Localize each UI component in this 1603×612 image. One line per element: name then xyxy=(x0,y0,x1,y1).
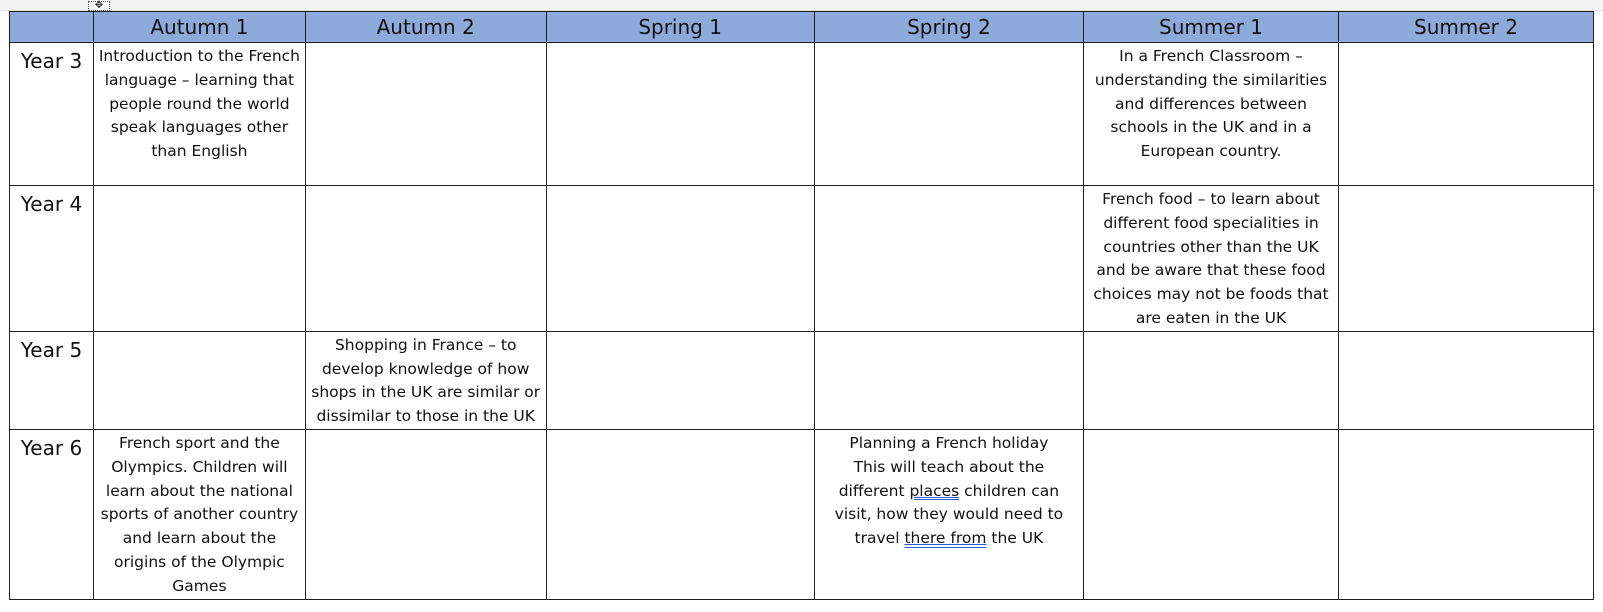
cell-y6-summer-1 xyxy=(1084,429,1339,599)
cell-y6-autumn-2 xyxy=(305,429,546,599)
header-autumn-1: Autumn 1 xyxy=(93,12,305,43)
cell-y3-summer-1: In a French Classroom – understanding the similarities and differences between schools in the UK and in a European country. xyxy=(1084,43,1339,186)
header-spring-2: Spring 2 xyxy=(814,12,1083,43)
header-row xyxy=(10,12,1594,43)
cell-y4-summer-2 xyxy=(1339,186,1594,332)
cell-y4-summer-1: French food – to learn about different food specialities in countries other than the UK and be aware that these food choices may not be foods that are eaten in the UK xyxy=(1084,186,1339,332)
cell-y6-autumn-1: French sport and the Olympics. Children will learn about the national sports of another country and learn about the origins of the Olympic Games xyxy=(93,429,305,599)
cell-y3-autumn-2 xyxy=(305,43,546,186)
year-label: Year 4 xyxy=(10,186,94,332)
holiday-heading: Planning a French holiday xyxy=(849,433,1049,452)
header-corner xyxy=(10,12,94,43)
spellcheck-word-places[interactable]: places xyxy=(909,481,960,500)
header-summer-1: Summer 1 xyxy=(1084,12,1339,43)
cell-y5-summer-2 xyxy=(1339,331,1594,429)
cell-y4-autumn-2 xyxy=(305,186,546,332)
header-autumn-2: Autumn 2 xyxy=(305,12,546,43)
header-summer-2: Summer 2 xyxy=(1339,12,1594,43)
holiday-text-c: children can visit, how they would need to travel xyxy=(834,481,1064,548)
holiday-text-a: This will teach about the different xyxy=(838,457,1045,500)
cell-y6-spring-2 xyxy=(814,429,1083,599)
table-row-year-4 xyxy=(10,186,1594,332)
cell-y4-autumn-1 xyxy=(93,186,305,332)
ruler-strip xyxy=(0,0,1603,11)
cell-y5-spring-1 xyxy=(546,331,814,429)
cell-y4-spring-2 xyxy=(814,186,1083,332)
cell-y3-spring-2 xyxy=(814,43,1083,186)
spellcheck-word-there-from[interactable]: there from xyxy=(904,529,987,548)
cell-y5-summer-1 xyxy=(1084,331,1339,429)
header-spring-1: Spring 1 xyxy=(546,12,814,43)
cell-y6-summer-2 xyxy=(1339,429,1594,599)
cell-y5-autumn-1 xyxy=(93,331,305,429)
cell-y3-spring-1 xyxy=(546,43,814,186)
cell-y3-summer-2 xyxy=(1339,43,1594,186)
cell-y5-autumn-2: Shopping in France – to develop knowledge of how shops in the UK are similar or dissimilar to those in the UK xyxy=(305,331,546,429)
holiday-text-e: the UK xyxy=(986,529,1044,548)
cell-y5-spring-2 xyxy=(814,331,1083,429)
year-label: Year 3 xyxy=(10,43,94,186)
move-handle-icon[interactable]: ✥ xyxy=(88,1,110,11)
year-label: Year 6 xyxy=(10,429,94,599)
cell-y6-spring-1 xyxy=(546,429,814,599)
cell-y4-spring-1 xyxy=(546,186,814,332)
table-row-year-6 xyxy=(10,429,1594,599)
cell-y3-autumn-1: Introduction to the French language – learning that people round the world speak languages other than English xyxy=(93,43,305,186)
table-row-year-3 xyxy=(10,43,1594,186)
year-label: Year 5 xyxy=(10,331,94,429)
curriculum-table xyxy=(9,11,1594,600)
table-row-year-5 xyxy=(10,331,1594,429)
